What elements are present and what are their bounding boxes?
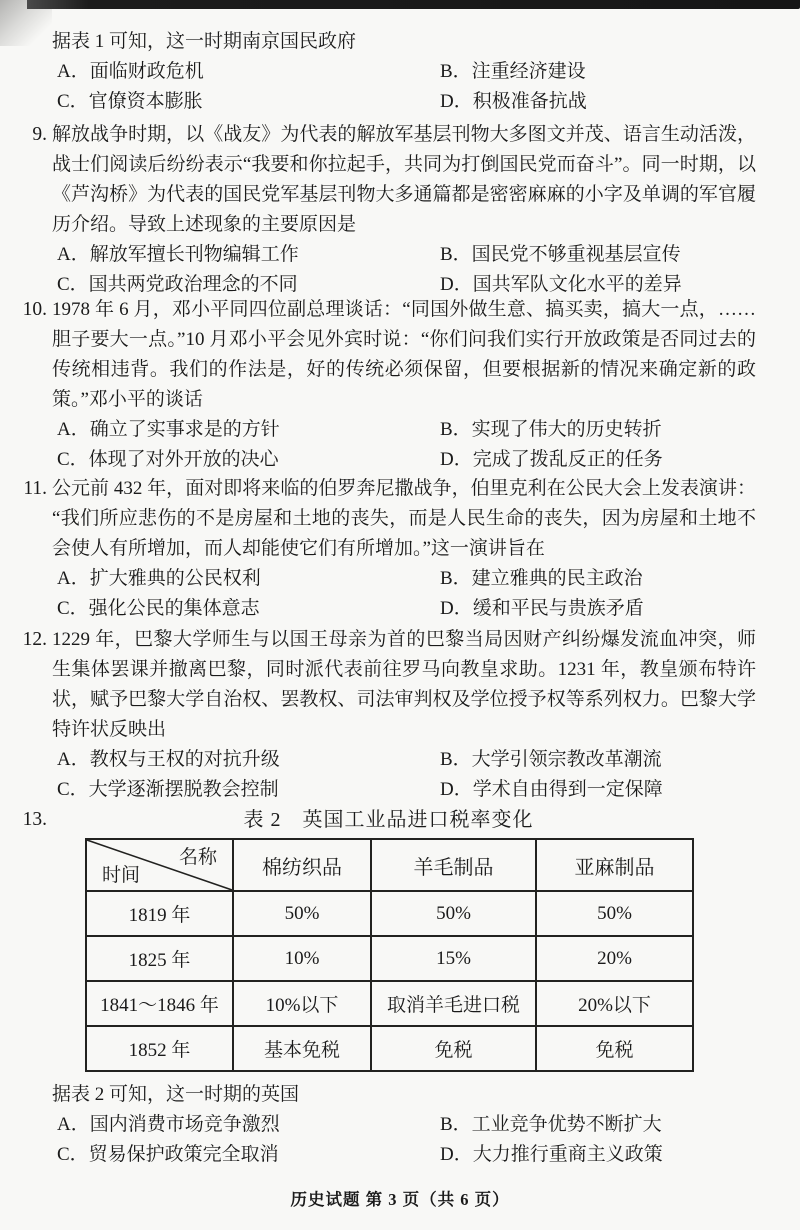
option-a: A．扩大雅典的公民权利 xyxy=(57,568,261,589)
row-time: 1852 年 xyxy=(86,1026,233,1071)
table-row xyxy=(86,891,693,936)
option-a: A．解放军擅长刊物编辑工作 xyxy=(57,244,299,265)
option-b: B．工业竞争优势不断扩大 xyxy=(440,1114,662,1135)
option-b: B．注重经济建设 xyxy=(440,61,586,82)
cell-value: 10% xyxy=(233,936,371,981)
question-number: 13. xyxy=(22,809,47,830)
tariff-table xyxy=(85,838,694,1072)
scan-edge-band xyxy=(27,0,800,9)
option-a: A．国内消费市场竞争激烈 xyxy=(57,1114,280,1135)
corner-label-name: 名称 xyxy=(178,847,217,868)
cell-value: 20%以下 xyxy=(536,981,693,1026)
options-grid xyxy=(52,564,756,624)
question-10 xyxy=(22,295,756,475)
row-time: 1841～1846 年 xyxy=(86,981,233,1026)
row-time: 1819 年 xyxy=(86,891,233,936)
option-c: C．强化公民的集体意志 xyxy=(57,598,260,619)
options-grid xyxy=(52,57,756,117)
table-row xyxy=(86,936,693,981)
question-stem: 据表 2 可知，这一时期的英国 xyxy=(52,1084,300,1105)
cell-value: 20% xyxy=(536,936,693,981)
option-a: A．确立了实事求是的方针 xyxy=(57,419,280,440)
option-b: B．大学引领宗教改革潮流 xyxy=(440,749,662,770)
corner-label-time: 时间 xyxy=(102,865,141,886)
option-d: D．缓和平民与贵族矛盾 xyxy=(440,598,644,619)
options-grid xyxy=(52,1110,756,1170)
table-caption: 表 2 英国工业品进口税率变化 xyxy=(243,809,534,831)
option-c: C．大学逐渐摆脱教会控制 xyxy=(57,779,279,800)
question-stem: 公元前 432 年，面对即将来临的伯罗奔尼撒战争，伯里克利在公民大会上发表演讲：“我们所应悲伤的不是房屋和土地的丧失，而是人民生命的丧失，因为房屋和土地不会使人有所增加，而人却能使它们有所增加。”这一演讲旨在 xyxy=(52,478,756,559)
option-b: B．国民党不够重视基层宣传 xyxy=(440,244,681,265)
question-8-continued xyxy=(52,27,756,117)
question-12 xyxy=(22,625,756,805)
option-c: C．国共两党政治理念的不同 xyxy=(57,274,298,295)
option-b: B．建立雅典的民主政治 xyxy=(440,568,643,589)
question-stem: 据表 1 可知，这一时期南京国民政府 xyxy=(52,31,357,52)
question-stem: 1978 年 6 月，邓小平同四位副总理谈话：“同国外做生意、搞买卖，搞大一点，……胆子要大一点。”10 月邓小平会见外宾时说：“你们问我们实行开放政策是否同过去的传统相违背。我们的作法是，好的传统必须保留，但要根据新的情况来确定新的政策。”邓小平的谈话 xyxy=(52,299,756,410)
cell-value: 取消羊毛进口税 xyxy=(371,981,536,1026)
question-number: 12. xyxy=(22,629,47,650)
column-header: 棉纺织品 xyxy=(233,839,371,891)
row-time: 1825 年 xyxy=(86,936,233,981)
question-9 xyxy=(32,120,756,300)
question-number: 11. xyxy=(23,478,47,499)
table-corner-cell xyxy=(86,839,233,891)
option-c: C．官僚资本膨胀 xyxy=(57,91,203,112)
option-a: A．面临财政危机 xyxy=(57,61,204,82)
option-d: D．大力推行重商主义政策 xyxy=(440,1144,663,1165)
question-13 xyxy=(22,805,756,1170)
option-d: D．积极准备抗战 xyxy=(440,91,587,112)
option-d: D．学术自由得到一定保障 xyxy=(440,779,663,800)
cell-value: 50% xyxy=(536,891,693,936)
column-header: 羊毛制品 xyxy=(371,839,536,891)
options-grid xyxy=(52,415,756,475)
cell-value: 免税 xyxy=(536,1026,693,1071)
cell-value: 免税 xyxy=(371,1026,536,1071)
question-11 xyxy=(23,474,756,624)
question-stem: 1229 年，巴黎大学师生与以国王母亲为首的巴黎当局因财产纠纷爆发流血冲突，师生集体罢课并撤离巴黎，同时派代表前往罗马向教皇求助。1231 年，教皇颁布特许状，赋予巴黎大学自治权、罢教权、司法审判权及学位授予权等系列权力。巴黎大学特许状反映出 xyxy=(52,629,756,740)
column-header: 亚麻制品 xyxy=(536,839,693,891)
table-row xyxy=(86,1026,693,1071)
cell-value: 基本免税 xyxy=(233,1026,371,1071)
cell-value: 50% xyxy=(233,891,371,936)
options-grid xyxy=(52,240,756,300)
cell-value: 10%以下 xyxy=(233,981,371,1026)
option-d: D．国共军队文化水平的差异 xyxy=(440,274,682,295)
option-d: D．完成了拨乱反正的任务 xyxy=(440,449,663,470)
option-a: A．教权与王权的对抗升级 xyxy=(57,749,280,770)
question-number: 9. xyxy=(32,124,47,145)
table-row xyxy=(86,981,693,1026)
table-caption-row xyxy=(22,805,756,835)
question-number: 10. xyxy=(22,299,47,320)
table-header-row xyxy=(86,839,693,891)
question-stem: 解放战争时期，以《战友》为代表的解放军基层刊物大多图文并茂、语言生动活泼，战士们阅读后纷纷表示“我要和你拉起手，共同为打倒国民党而奋斗”。同一时期，以《芦沟桥》为代表的国民党军基层刊物大多通篇都是密密麻麻的小字及单调的军官履历介绍。导致上述现象的主要原因是 xyxy=(52,124,756,235)
options-grid xyxy=(52,745,756,805)
cell-value: 15% xyxy=(371,936,536,981)
option-c: C．贸易保护政策完全取消 xyxy=(57,1144,279,1165)
option-c: C．体现了对外开放的决心 xyxy=(57,449,279,470)
page-footer: 历史试题 第 3 页（共 6 页） xyxy=(290,1190,510,1209)
option-b: B．实现了伟大的历史转折 xyxy=(440,419,662,440)
cell-value: 50% xyxy=(371,891,536,936)
